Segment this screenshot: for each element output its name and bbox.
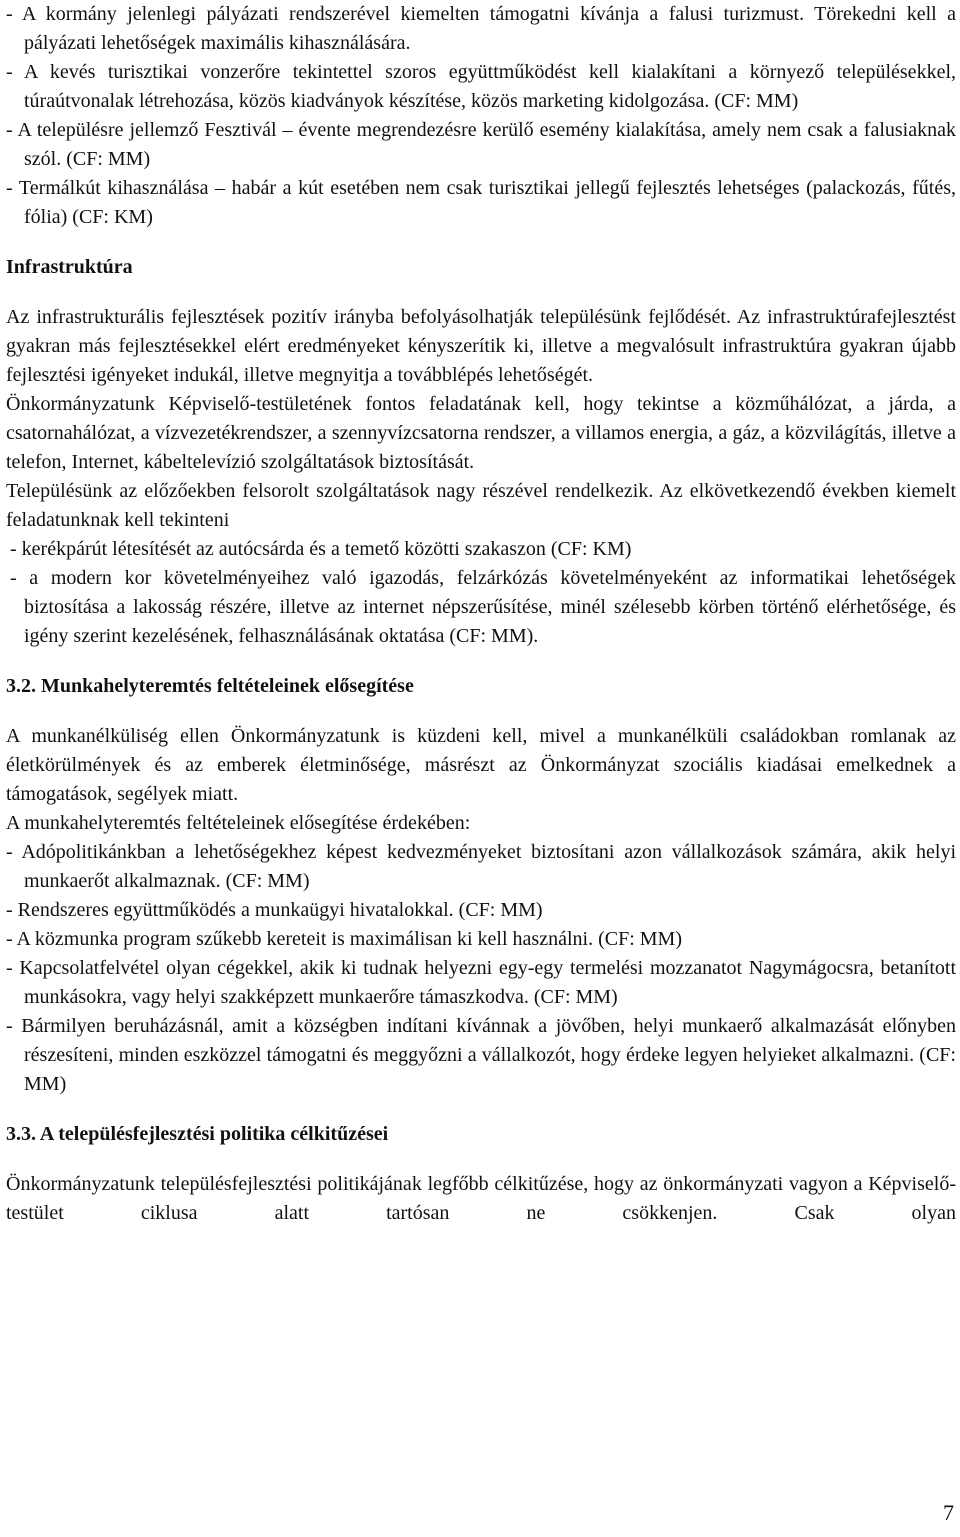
infra-paragraph-3: Településünk az előzőekben felsorolt szolgáltatások nagy részével rendelkezik. Az elkövetkezendő években kiemelt feladatunknak kell tekinteni <box>6 480 956 531</box>
bullet-fesztival: - A településre jellemző Fesztivál – évente megrendezésre kerülő esemény kialakítása, amely nem csak a falusiaknak szól. (CF: MM) <box>6 119 956 170</box>
bullet-egyuttmukodes: - A kevés turisztikai vonzerőre tekintettel szoros együttműködést kell kialakítani a környező településekkel, túraútvonalak létrehozása, közös kiadványok készítése, közös marketing kidolgozása. (CF: MM) <box>6 61 956 112</box>
section-3-2-paragraph-1: A munkanélküliség ellen Önkormányzatunk is küzdeni kell, mivel a munkanélküli családokban romlanak az életkörülmények és az emberek életminősége, másrészt az Önkormányzat szociális kiadásai emelkednek a támogatások, segélyek miatt. <box>6 725 956 805</box>
page-number: 7 <box>943 1500 954 1525</box>
infra-bullet-kerekparut: - kerékpárút létesítését az autócsárda és a temető közötti szakaszon (CF: KM) <box>10 538 632 560</box>
section-3-2-bullet-munkaugyi: - Rendszeres együttműködés a munkaügyi hivatalokkal. (CF: MM) <box>6 899 543 921</box>
section-3-2-bullet-beruhazas: - Bármilyen beruházásnál, amit a községben indítani kívánnak a jövőben, helyi munkaerő alkalmazását előnyben részesíteni, minden eszközzel támogatni és meggyőzni a vállalkozót, hogy érdeke legyen helyieket alkalmazni. (CF: MM) <box>6 1015 956 1095</box>
section-3-2-paragraph-2: A munkahelyteremtés feltételeinek elősegítése érdekében: <box>6 812 471 834</box>
infra-paragraph-1: Az infrastrukturális fejlesztések pozitív irányba befolyásolhatják településünk fejlődését. Az infrastruktúrafejlesztést gyakran más fejlesztésekkel elért eredményeket kényszerítik ki, illetve a megvalósult infrastruktúra gyakran újabb fejlesztési igényeket indukál, illetve megnyitja a továbblépés lehetőségét. <box>6 306 956 386</box>
bullet-falusi-turizmus: - A kormány jelenlegi pályázati rendszerével kiemelten támogatni kívánja a falusi turizmust. Törekedni kell a pályázati lehetőségek maximális kihasználására. <box>6 3 956 54</box>
section-3-2-bullet-adopolitika: - Adópolitikánkban a lehetőségekhez képest kedvezményeket biztosítani azon vállalkozások számára, akik helyi munkaerőt alkalmaznak. (CF: MM) <box>6 841 956 892</box>
section-3-2-bullet-kapcsolatfelvetel: - Kapcsolatfelvétel olyan cégekkel, akik ki tudnak helyezni egy-egy termelési mozzanatot Nagymágocsra, betanított munkásokra, vagy helyi szakképzett munkaerőre támaszkodva. (CF: MM) <box>6 957 956 1008</box>
section-3-2-heading: 3.2. Munkahelyteremtés feltételeinek elősegítése <box>6 675 414 697</box>
infra-paragraph-2: Önkormányzatunk Képviselő-testületének fontos feladatának kell, hogy tekintse a közműhálózat, a járda, a csatornahálózat, a vízvezetékrendszer, a szennyvízcsatorna rendszer, a villamos energia, a gáz, a közvilágítás, illetve a telefon, Internet, kábeltelevízió szolgáltatások biztosítását. <box>6 393 956 473</box>
infra-bullet-informatika: - a modern kor követelményeihez való igazodás, felzárkózás követelményeként az informatikai lehetőségek biztosítása a lakosság részére, illetve az internet népszerűsítése, minél szélesebb körben történő elérhetősége, és igény szerint kezelésének, felhasználásának oktatása (CF: MM). <box>10 567 956 647</box>
document-page <box>6 0 956 1228</box>
infrastructure-heading: Infrastruktúra <box>6 256 133 278</box>
bullet-termalkut: - Termálkút kihasználása – habár a kút esetében nem csak turisztikai jellegű fejlesztés lehetséges (palackozás, fűtés, fólia) (CF: KM) <box>6 177 956 228</box>
section-3-2-bullet-kozmunka: - A közmunka program szűkebb kereteit is maximálisan ki kell használni. (CF: MM) <box>6 928 682 950</box>
section-3-3-paragraph-1: Önkormányzatunk településfejlesztési politikájának legfőbb célkitűzése, hogy az önkormányzati vagyon a Képviselő-testület ciklusa alatt tartósan ne csökkenjen. Csak olyan <box>6 1173 956 1224</box>
section-3-3-heading: 3.3. A településfejlesztési politika célkitűzései <box>6 1123 389 1145</box>
